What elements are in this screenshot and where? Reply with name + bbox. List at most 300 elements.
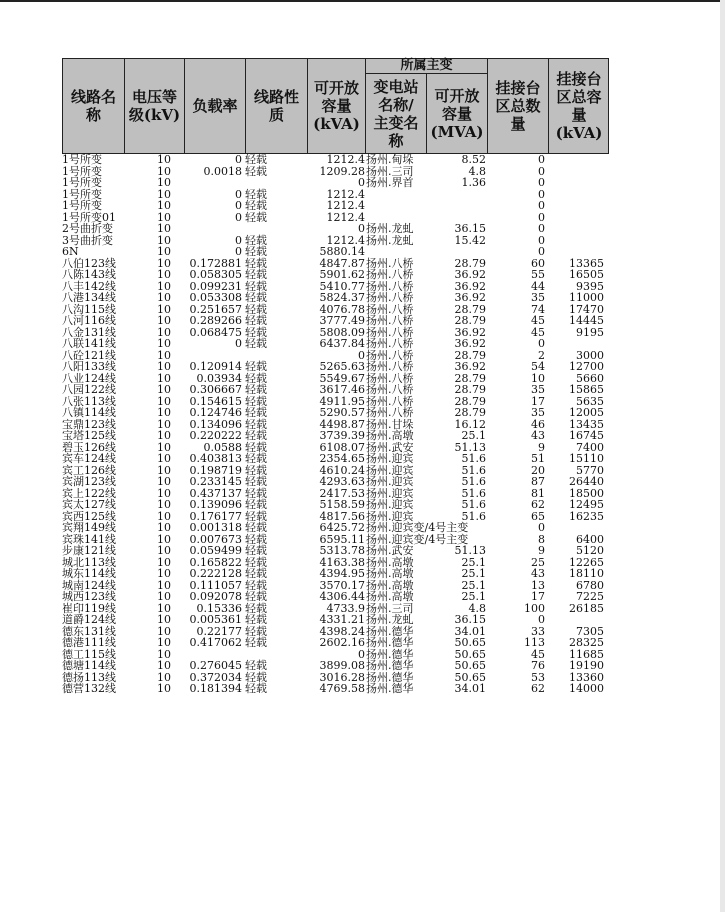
cell-area-count[interactable]: 43 <box>531 429 545 442</box>
cell-open-capacity-kva[interactable]: 5549.67 <box>319 371 365 385</box>
cell-area-count[interactable]: 51 <box>531 452 545 465</box>
cell-open-capacity-kva[interactable]: 4163.38 <box>319 555 365 569</box>
cell-load-rate[interactable]: 0.0588 <box>203 440 242 454</box>
cell-open-capacity-kva[interactable]: 6425.72 <box>319 521 365 534</box>
cell-line-name[interactable]: 1号所变 <box>62 176 102 189</box>
cell-area-count[interactable]: 62 <box>531 682 545 695</box>
cell-open-capacity-kva[interactable]: 1212.4 <box>326 153 365 166</box>
cell-open-capacity-kva[interactable]: 0 <box>358 348 365 362</box>
cell-open-capacity-mva[interactable]: 51.13 <box>454 440 486 454</box>
cell-voltage[interactable]: 10 <box>157 590 171 603</box>
cell-line-name[interactable]: 八镇114线 <box>62 406 116 419</box>
cell-load-rate[interactable]: 0.172881 <box>189 256 242 270</box>
cell-open-capacity-mva[interactable]: 25.1 <box>461 555 486 569</box>
cell-substation[interactable]: 扬州.武安 <box>366 544 414 557</box>
cell-open-capacity-kva[interactable]: 1212.4 <box>326 210 365 224</box>
cell-voltage[interactable]: 10 <box>157 544 171 557</box>
cell-line-nature[interactable]: 轻载 <box>245 256 267 270</box>
cell-open-capacity-mva[interactable]: 50.65 <box>454 670 486 684</box>
cell-substation[interactable]: 扬州.三司 <box>366 601 414 615</box>
cell-voltage[interactable]: 10 <box>157 302 171 316</box>
cell-line-nature[interactable]: 轻载 <box>245 670 267 684</box>
cell-substation[interactable]: 扬州.高墩 <box>366 429 414 442</box>
cell-open-capacity-mva[interactable]: 4.8 <box>468 601 486 615</box>
cell-area-capacity[interactable]: 17470 <box>569 302 604 316</box>
cell-substation[interactable]: 扬州.八桥 <box>366 406 414 419</box>
cell-load-rate[interactable]: 0.053308 <box>189 291 242 304</box>
cell-area-count[interactable]: 35 <box>531 383 545 396</box>
cell-area-count[interactable]: 45 <box>531 647 545 661</box>
cell-area-count[interactable]: 55 <box>531 268 545 281</box>
cell-voltage[interactable]: 10 <box>157 417 171 431</box>
cell-load-rate[interactable]: 0.154615 <box>189 394 242 408</box>
cell-substation[interactable]: 扬州.高墩 <box>366 578 414 592</box>
cell-substation[interactable]: 扬州.迎宾 <box>366 498 414 511</box>
cell-line-name[interactable]: 德东131线 <box>62 624 116 638</box>
cell-open-capacity-mva[interactable]: 50.65 <box>454 647 486 661</box>
cell-line-name[interactable]: 八砼121线 <box>62 348 116 362</box>
cell-area-count[interactable]: 0 <box>538 164 545 178</box>
cell-area-count[interactable]: 46 <box>531 417 545 431</box>
cell-area-count[interactable]: 53 <box>531 670 545 684</box>
cell-load-rate[interactable]: 0 <box>235 337 242 350</box>
cell-open-capacity-kva[interactable]: 5290.57 <box>319 406 365 419</box>
cell-open-capacity-mva[interactable]: 36.92 <box>454 291 486 304</box>
cell-voltage[interactable]: 10 <box>157 176 171 189</box>
cell-load-rate[interactable]: 0.251657 <box>189 302 242 316</box>
cell-load-rate[interactable]: 0.03934 <box>196 371 242 385</box>
cell-line-nature[interactable]: 轻载 <box>245 291 267 304</box>
cell-area-count[interactable]: 0 <box>538 187 545 201</box>
cell-open-capacity-mva[interactable]: 51.6 <box>461 475 486 488</box>
cell-load-rate[interactable]: 0.005361 <box>189 613 242 626</box>
cell-open-capacity-kva[interactable]: 0 <box>358 176 365 189</box>
cell-open-capacity-kva[interactable]: 2602.16 <box>319 636 365 649</box>
cell-substation[interactable]: 扬州.界首 <box>366 176 414 189</box>
cell-load-rate[interactable]: 0 <box>235 245 242 258</box>
cell-area-capacity[interactable]: 13365 <box>569 256 604 270</box>
cell-area-count[interactable]: 76 <box>531 659 545 672</box>
cell-line-name[interactable]: 八伯123线 <box>62 256 116 270</box>
cell-area-capacity[interactable]: 13435 <box>569 417 604 431</box>
cell-voltage[interactable]: 10 <box>157 624 171 638</box>
cell-area-count[interactable]: 60 <box>531 256 545 270</box>
cell-area-count[interactable]: 20 <box>531 463 545 477</box>
cell-area-capacity[interactable]: 7305 <box>576 624 604 638</box>
cell-open-capacity-mva[interactable]: 16.12 <box>454 417 486 431</box>
cell-open-capacity-mva[interactable]: 28.79 <box>454 302 486 316</box>
cell-open-capacity-mva[interactable]: 51.6 <box>461 498 486 511</box>
cell-area-capacity[interactable]: 11000 <box>569 291 604 304</box>
cell-line-name[interactable]: 宾珠141线 <box>62 532 116 546</box>
cell-voltage[interactable]: 10 <box>157 337 171 350</box>
cell-substation[interactable]: 扬州.八桥 <box>366 302 414 316</box>
cell-substation[interactable]: 扬州.迎宾变/4号主变 <box>366 521 469 534</box>
cell-voltage[interactable]: 10 <box>157 463 171 477</box>
cell-substation[interactable]: 扬州.迎宾 <box>366 475 414 488</box>
cell-voltage[interactable]: 10 <box>157 682 171 695</box>
cell-area-capacity[interactable]: 15865 <box>569 383 604 396</box>
cell-open-capacity-kva[interactable]: 2417.53 <box>319 486 365 500</box>
cell-load-rate[interactable]: 0.289266 <box>189 314 242 327</box>
cell-area-capacity[interactable]: 19190 <box>569 659 604 672</box>
cell-line-name[interactable]: 宾上122线 <box>62 486 116 500</box>
cell-open-capacity-mva[interactable]: 51.6 <box>461 463 486 477</box>
cell-voltage[interactable]: 10 <box>157 325 171 339</box>
cell-substation[interactable]: 扬州.八桥 <box>366 291 414 304</box>
cell-open-capacity-kva[interactable]: 4076.78 <box>319 302 365 316</box>
cell-line-nature[interactable]: 轻载 <box>245 613 267 626</box>
cell-area-capacity[interactable]: 7400 <box>576 440 604 454</box>
cell-open-capacity-mva[interactable]: 34.01 <box>454 624 486 638</box>
cell-open-capacity-mva[interactable]: 36.92 <box>454 268 486 281</box>
header-load-rate[interactable]: 负载率 <box>185 59 246 153</box>
cell-substation[interactable]: 扬州.八桥 <box>366 371 414 385</box>
cell-voltage[interactable]: 10 <box>157 555 171 569</box>
cell-substation[interactable]: 扬州.高墩 <box>366 567 414 580</box>
cell-open-capacity-mva[interactable]: 25.1 <box>461 567 486 580</box>
cell-line-nature[interactable]: 轻载 <box>245 590 267 603</box>
cell-area-capacity[interactable]: 16235 <box>569 509 604 523</box>
cell-load-rate[interactable]: 0.233145 <box>189 475 242 488</box>
cell-voltage[interactable]: 10 <box>157 601 171 615</box>
cell-line-nature[interactable]: 轻载 <box>245 486 267 500</box>
cell-open-capacity-mva[interactable]: 36.92 <box>454 337 486 350</box>
cell-open-capacity-mva[interactable]: 51.6 <box>461 509 486 523</box>
cell-open-capacity-mva[interactable]: 25.1 <box>461 578 486 592</box>
cell-load-rate[interactable]: 0.092078 <box>189 590 242 603</box>
cell-line-nature[interactable]: 轻载 <box>245 452 267 465</box>
cell-area-capacity[interactable]: 16505 <box>569 268 604 281</box>
cell-open-capacity-kva[interactable]: 0 <box>358 222 365 235</box>
cell-line-nature[interactable]: 轻载 <box>245 544 267 557</box>
cell-voltage[interactable]: 10 <box>157 521 171 534</box>
cell-substation[interactable]: 扬州.甸垛 <box>366 153 414 166</box>
cell-open-capacity-kva[interactable]: 3570.17 <box>319 578 365 592</box>
cell-voltage[interactable]: 10 <box>157 394 171 408</box>
header-substation-name[interactable]: 变电站 名称/ 主变名 称 <box>366 74 427 153</box>
cell-line-name[interactable]: 城东114线 <box>62 567 116 580</box>
cell-open-capacity-mva[interactable]: 51.6 <box>461 486 486 500</box>
cell-area-count[interactable]: 45 <box>531 314 545 327</box>
cell-area-count[interactable]: 74 <box>531 302 545 316</box>
cell-substation[interactable]: 扬州.八桥 <box>366 360 414 373</box>
cell-line-nature[interactable]: 轻载 <box>245 417 267 431</box>
cell-open-capacity-mva[interactable]: 36.15 <box>454 613 486 626</box>
cell-line-nature[interactable]: 轻载 <box>245 463 267 477</box>
cell-load-rate[interactable]: 0.120914 <box>189 360 242 373</box>
cell-open-capacity-kva[interactable]: 6595.11 <box>319 532 365 546</box>
cell-area-count[interactable]: 0 <box>538 153 545 166</box>
cell-line-name[interactable]: 1号所变01 <box>62 210 116 224</box>
cell-voltage[interactable]: 10 <box>157 475 171 488</box>
cell-open-capacity-mva[interactable]: 1.36 <box>461 176 486 189</box>
cell-voltage[interactable]: 10 <box>157 429 171 442</box>
cell-voltage[interactable]: 10 <box>157 383 171 396</box>
cell-open-capacity-mva[interactable]: 25.1 <box>461 429 486 442</box>
cell-area-count[interactable]: 44 <box>531 279 545 293</box>
cell-area-count[interactable]: 0 <box>538 222 545 235</box>
cell-voltage[interactable]: 10 <box>157 613 171 626</box>
cell-line-name[interactable]: 宾太127线 <box>62 498 116 511</box>
cell-open-capacity-kva[interactable]: 1212.4 <box>326 187 365 201</box>
cell-substation[interactable]: 扬州.迎宾 <box>366 509 414 523</box>
cell-open-capacity-kva[interactable]: 6108.07 <box>319 440 365 454</box>
cell-voltage[interactable]: 10 <box>157 371 171 385</box>
cell-substation[interactable]: 扬州.德华 <box>366 682 414 695</box>
cell-area-capacity[interactable]: 16745 <box>569 429 604 442</box>
cell-open-capacity-mva[interactable]: 15.42 <box>454 233 486 247</box>
cell-line-nature[interactable]: 轻载 <box>245 233 267 247</box>
cell-line-name[interactable]: 1号所变 <box>62 187 102 201</box>
cell-load-rate[interactable]: 0.417062 <box>189 636 242 649</box>
cell-open-capacity-mva[interactable]: 28.79 <box>454 383 486 396</box>
cell-open-capacity-mva[interactable]: 50.65 <box>454 636 486 649</box>
cell-line-name[interactable]: 1号所变 <box>62 164 102 178</box>
cell-area-capacity[interactable]: 12005 <box>569 406 604 419</box>
cell-area-capacity[interactable]: 12700 <box>569 360 604 373</box>
cell-substation[interactable]: 扬州.龙虬 <box>366 222 414 235</box>
cell-area-count[interactable]: 2 <box>538 348 545 362</box>
cell-voltage[interactable]: 10 <box>157 647 171 661</box>
cell-line-name[interactable]: 德扬113线 <box>62 670 116 684</box>
cell-area-count[interactable]: 0 <box>538 337 545 350</box>
cell-substation[interactable]: 扬州.德华 <box>366 670 414 684</box>
cell-area-count[interactable]: 81 <box>531 486 545 500</box>
cell-line-name[interactable]: 1号所变 <box>62 153 102 166</box>
cell-open-capacity-kva[interactable]: 4733.9 <box>326 601 365 615</box>
cell-line-name[interactable]: 八业124线 <box>62 371 116 385</box>
cell-area-count[interactable]: 33 <box>531 624 545 638</box>
cell-voltage[interactable]: 10 <box>157 659 171 672</box>
cell-open-capacity-mva[interactable]: 36.92 <box>454 360 486 373</box>
cell-load-rate[interactable]: 0.220222 <box>189 429 242 442</box>
cell-line-nature[interactable]: 轻载 <box>245 521 267 534</box>
cell-open-capacity-kva[interactable]: 4306.44 <box>319 590 365 603</box>
cell-voltage[interactable]: 10 <box>157 452 171 465</box>
cell-line-nature[interactable]: 轻载 <box>245 636 267 649</box>
cell-line-name[interactable]: 道爵124线 <box>62 613 116 626</box>
cell-substation[interactable]: 扬州.迎宾 <box>366 486 414 500</box>
cell-voltage[interactable]: 10 <box>157 406 171 419</box>
cell-voltage[interactable]: 10 <box>157 314 171 327</box>
cell-line-nature[interactable]: 轻载 <box>245 383 267 396</box>
cell-open-capacity-kva[interactable]: 5824.37 <box>319 291 365 304</box>
cell-line-nature[interactable]: 轻载 <box>245 210 267 224</box>
cell-voltage[interactable]: 10 <box>157 670 171 684</box>
header-group-main-transformer[interactable]: 所属主变 <box>366 59 488 74</box>
cell-line-nature[interactable]: 轻载 <box>245 279 267 293</box>
header-line-name[interactable]: 线路名 称 <box>63 59 125 153</box>
cell-load-rate[interactable]: 0.437137 <box>189 486 242 500</box>
cell-voltage[interactable]: 10 <box>157 578 171 592</box>
cell-line-nature[interactable]: 轻载 <box>245 314 267 327</box>
cell-area-count[interactable]: 0 <box>538 176 545 189</box>
cell-open-capacity-kva[interactable]: 1212.4 <box>326 199 365 212</box>
cell-open-capacity-kva[interactable]: 4817.56 <box>319 509 365 523</box>
cell-area-capacity[interactable]: 18500 <box>569 486 604 500</box>
cell-line-name[interactable]: 八陈143线 <box>62 268 116 281</box>
cell-open-capacity-mva[interactable]: 36.92 <box>454 325 486 339</box>
cell-open-capacity-mva[interactable]: 50.65 <box>454 659 486 672</box>
cell-line-nature[interactable]: 轻载 <box>245 567 267 580</box>
cell-load-rate[interactable]: 0.139096 <box>189 498 242 511</box>
cell-area-capacity[interactable]: 26185 <box>569 601 604 615</box>
cell-line-name[interactable]: 崔印119线 <box>62 601 116 615</box>
cell-line-nature[interactable]: 轻载 <box>245 153 267 166</box>
cell-open-capacity-kva[interactable]: 3617.46 <box>319 383 365 396</box>
cell-substation[interactable]: 扬州.三司 <box>366 164 414 178</box>
cell-substation[interactable]: 扬州.八桥 <box>366 325 414 339</box>
cell-line-name[interactable]: 德塘114线 <box>62 659 116 672</box>
cell-voltage[interactable]: 10 <box>157 245 171 258</box>
cell-load-rate[interactable]: 0.001318 <box>189 521 242 534</box>
cell-open-capacity-kva[interactable]: 4394.95 <box>319 567 365 580</box>
cell-substation[interactable]: 扬州.八桥 <box>366 394 414 408</box>
cell-line-nature[interactable]: 轻载 <box>245 302 267 316</box>
cell-open-capacity-mva[interactable]: 28.79 <box>454 371 486 385</box>
cell-open-capacity-mva[interactable]: 28.79 <box>454 256 486 270</box>
cell-open-capacity-mva[interactable]: 34.01 <box>454 682 486 695</box>
cell-voltage[interactable]: 10 <box>157 348 171 362</box>
cell-voltage[interactable]: 10 <box>157 279 171 293</box>
cell-load-rate[interactable]: 0.134096 <box>189 417 242 431</box>
cell-area-capacity[interactable]: 5635 <box>576 394 604 408</box>
cell-line-name[interactable]: 宾工126线 <box>62 463 116 477</box>
cell-line-name[interactable]: 宝鼎123线 <box>62 417 116 431</box>
cell-area-count[interactable]: 65 <box>531 509 545 523</box>
cell-open-capacity-mva[interactable]: 28.79 <box>454 394 486 408</box>
cell-open-capacity-mva[interactable]: 36.15 <box>454 222 486 235</box>
cell-load-rate[interactable]: 0.276045 <box>189 659 242 672</box>
cell-open-capacity-kva[interactable]: 3739.39 <box>319 429 365 442</box>
cell-substation[interactable]: 扬州.八桥 <box>366 348 414 362</box>
cell-open-capacity-kva[interactable]: 5410.77 <box>319 279 365 293</box>
cell-line-nature[interactable]: 轻载 <box>245 498 267 511</box>
cell-load-rate[interactable]: 0 <box>235 233 242 247</box>
cell-voltage[interactable]: 10 <box>157 498 171 511</box>
cell-load-rate[interactable]: 0.22177 <box>196 624 242 638</box>
cell-open-capacity-kva[interactable]: 5313.78 <box>319 544 365 557</box>
cell-line-nature[interactable]: 轻载 <box>245 429 267 442</box>
cell-open-capacity-kva[interactable]: 3016.28 <box>319 670 365 684</box>
cell-open-capacity-kva[interactable]: 1209.28 <box>319 164 365 178</box>
cell-area-capacity[interactable]: 13360 <box>569 670 604 684</box>
cell-area-capacity[interactable]: 26440 <box>569 475 604 488</box>
cell-load-rate[interactable]: 0.059499 <box>189 544 242 557</box>
cell-open-capacity-kva[interactable]: 4498.87 <box>319 417 365 431</box>
cell-open-capacity-kva[interactable]: 2354.65 <box>319 452 365 465</box>
cell-load-rate[interactable]: 0.306667 <box>189 383 242 396</box>
cell-voltage[interactable]: 10 <box>157 256 171 270</box>
cell-area-capacity[interactable]: 6400 <box>576 532 604 546</box>
cell-voltage[interactable]: 10 <box>157 486 171 500</box>
cell-area-count[interactable]: 13 <box>531 578 545 592</box>
cell-voltage[interactable]: 10 <box>157 199 171 212</box>
cell-voltage[interactable]: 10 <box>157 532 171 546</box>
cell-area-capacity[interactable]: 3000 <box>576 348 604 362</box>
cell-open-capacity-kva[interactable]: 0 <box>358 647 365 661</box>
cell-open-capacity-mva[interactable]: 28.79 <box>454 348 486 362</box>
header-area-capacity[interactable]: 挂接台 区总容 量 (kVA) <box>555 70 603 142</box>
cell-area-capacity[interactable]: 12495 <box>569 498 604 511</box>
cell-open-capacity-kva[interactable]: 4769.58 <box>319 682 365 695</box>
cell-substation[interactable]: 扬州.甘垛 <box>366 417 414 431</box>
cell-load-rate[interactable]: 0.403813 <box>189 452 242 465</box>
cell-line-nature[interactable]: 轻载 <box>245 199 267 212</box>
cell-load-rate[interactable]: 0.111057 <box>189 578 242 592</box>
cell-substation[interactable]: 扬州.迎宾变/4号主变 <box>366 532 469 546</box>
cell-substation[interactable]: 扬州.龙虬 <box>366 233 414 247</box>
cell-load-rate[interactable]: 0.0018 <box>203 164 242 178</box>
cell-line-nature[interactable]: 轻载 <box>245 682 267 695</box>
cell-substation[interactable]: 扬州.八桥 <box>366 314 414 327</box>
cell-substation[interactable]: 扬州.高墩 <box>366 555 414 569</box>
cell-area-count[interactable]: 35 <box>531 406 545 419</box>
cell-line-nature[interactable]: 轻载 <box>245 659 267 672</box>
cell-load-rate[interactable]: 0.198719 <box>189 463 242 477</box>
cell-voltage[interactable]: 10 <box>157 222 171 235</box>
cell-line-name[interactable]: 八园122线 <box>62 383 116 396</box>
header-line-nature[interactable]: 线路性 质 <box>246 59 308 153</box>
cell-voltage[interactable]: 10 <box>157 210 171 224</box>
cell-open-capacity-mva[interactable]: 51.6 <box>461 452 486 465</box>
cell-line-name[interactable]: 1号所变 <box>62 199 102 212</box>
cell-area-count[interactable]: 0 <box>538 210 545 224</box>
cell-substation[interactable]: 扬州.八桥 <box>366 268 414 281</box>
cell-open-capacity-mva[interactable]: 25.1 <box>461 590 486 603</box>
cell-line-nature[interactable]: 轻载 <box>245 245 267 258</box>
cell-area-capacity[interactable]: 28325 <box>569 636 604 649</box>
cell-area-count[interactable]: 17 <box>531 590 545 603</box>
cell-line-nature[interactable]: 轻载 <box>245 624 267 638</box>
cell-load-rate[interactable]: 0 <box>235 210 242 224</box>
cell-substation[interactable]: 扬州.八桥 <box>366 279 414 293</box>
cell-open-capacity-kva[interactable]: 5808.09 <box>319 325 365 339</box>
cell-voltage[interactable]: 10 <box>157 268 171 281</box>
cell-area-count[interactable]: 43 <box>531 567 545 580</box>
cell-line-name[interactable]: 八张113线 <box>62 394 116 408</box>
cell-line-name[interactable]: 2号曲折变 <box>62 222 113 235</box>
cell-line-name[interactable]: 八沟115线 <box>62 302 116 316</box>
cell-line-name[interactable]: 八金131线 <box>62 325 116 339</box>
cell-line-name[interactable]: 德工115线 <box>62 647 116 661</box>
cell-open-capacity-kva[interactable]: 5880.14 <box>319 245 365 258</box>
cell-area-capacity[interactable]: 5120 <box>576 544 604 557</box>
cell-line-nature[interactable]: 轻载 <box>245 578 267 592</box>
cell-area-capacity[interactable]: 14000 <box>569 682 604 695</box>
cell-area-count[interactable]: 0 <box>538 521 545 534</box>
cell-line-name[interactable]: 宾湖123线 <box>62 475 116 488</box>
cell-substation[interactable]: 扬州.迎宾 <box>366 452 414 465</box>
cell-line-nature[interactable]: 轻载 <box>245 360 267 373</box>
cell-voltage[interactable]: 10 <box>157 509 171 523</box>
header-voltage-level[interactable]: 电压等 级(kV) <box>125 59 185 153</box>
cell-line-nature[interactable]: 轻载 <box>245 325 267 339</box>
cell-open-capacity-kva[interactable]: 4911.95 <box>319 394 365 408</box>
cell-area-capacity[interactable]: 11685 <box>569 647 604 661</box>
cell-substation[interactable]: 扬州.迎宾 <box>366 463 414 477</box>
cell-load-rate[interactable]: 0.068475 <box>189 325 242 339</box>
cell-open-capacity-kva[interactable]: 4331.21 <box>319 613 365 626</box>
cell-area-count[interactable]: 54 <box>531 360 545 373</box>
cell-area-count[interactable]: 62 <box>531 498 545 511</box>
cell-voltage[interactable]: 10 <box>157 233 171 247</box>
cell-open-capacity-mva[interactable]: 28.79 <box>454 406 486 419</box>
cell-open-capacity-kva[interactable]: 4398.24 <box>319 624 365 638</box>
cell-area-count[interactable]: 9 <box>538 440 545 454</box>
cell-line-nature[interactable]: 轻载 <box>245 406 267 419</box>
